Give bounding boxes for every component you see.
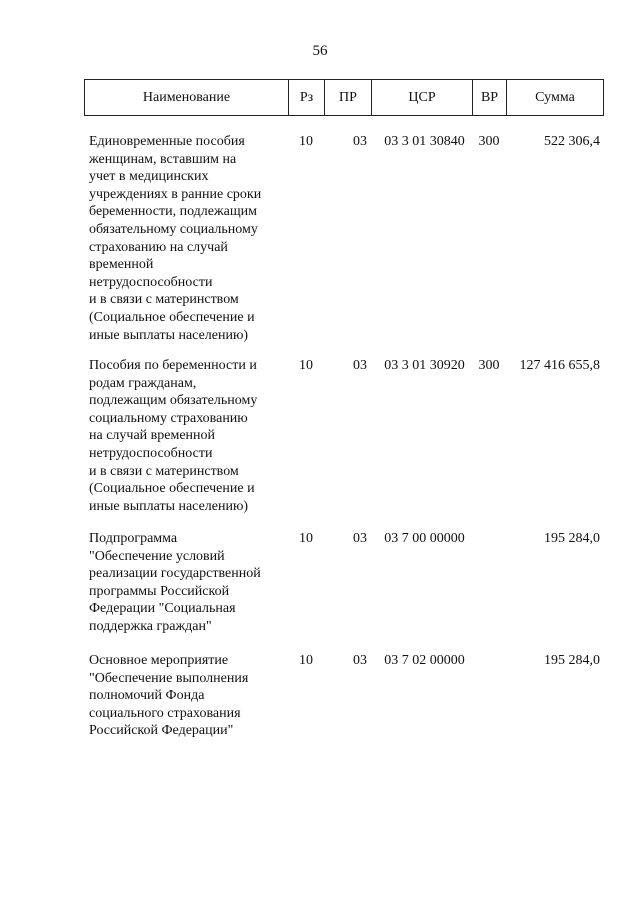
row-rz: 10 [299,134,313,149]
row-csr: 03 3 01 30840 [384,134,465,149]
header-rz: Рз [289,80,325,115]
table-header [84,79,604,116]
row-name [89,652,285,740]
row-name-line: и в связи с материнством [89,292,239,308]
row-name-line: "Обеспечение условий [89,548,225,564]
row-name-line: на случай временной [89,428,216,444]
row-name-line: учет в медицинских [89,169,209,185]
row-pr: 03 [353,358,367,373]
row-pr: 03 [353,653,367,668]
row-name [89,133,285,344]
row-name-line: учреждениях в ранние сроки [89,186,262,202]
row-pr: 03 [353,531,367,546]
row-name [89,530,285,636]
row-rz: 10 [299,653,313,668]
row-name-line: нетрудоспособности [89,445,213,461]
row-name-line: обязательному социальному [89,221,258,237]
row-csr: 03 7 02 00000 [384,653,465,668]
row-name-line: "Обеспечение выполнения [89,670,249,686]
row-sum: 195 284,0 [544,653,600,668]
header-csr: ЦСР [372,80,473,115]
row-pr: 03 [353,134,367,149]
row-name-line: Пособия по беременности и [89,358,257,373]
row-name-line: подлежащим обязательному [89,393,258,409]
row-name-line: иные выплаты населению) [89,327,249,343]
row-sum: 127 416 655,8 [519,358,600,373]
header-pr: ПР [325,80,372,115]
row-name [89,357,285,515]
row-name-line: Единовременные пособия [89,134,245,149]
row-name-line: женщинам, вставшим на [89,151,237,167]
row-name-line: реализации государственной [89,566,261,582]
header-name: Наименование [85,80,289,115]
row-name-line: социального страхования [89,705,241,721]
row-csr: 03 7 00 00000 [384,531,465,546]
row-sum: 522 306,4 [544,134,600,149]
row-sum: 195 284,0 [544,531,600,546]
row-name-line: социальному страхованию [89,410,248,426]
row-name-line: Основное мероприятие [89,653,229,668]
row-name-line: Федерации "Социальная [89,601,236,617]
row-name-line: беременности, подлежащим [89,204,258,220]
row-name-line: временной [89,257,154,273]
row-name-line: программы Российской [89,583,230,599]
header-sum: Сумма [535,89,575,105]
header-vr: ВР [473,80,507,115]
row-name-line: и в связи с материнством [89,463,239,479]
row-vr: 300 [478,134,500,149]
row-name-line: Российской Федерации" [89,723,234,739]
row-name-line: страхованию на случай [89,239,228,255]
row-name-line: (Социальное обеспечение и [89,481,255,497]
row-name-line: Подпрограмма [89,531,178,546]
row-rz: 10 [299,531,313,546]
row-name-line: родам гражданам, [89,375,197,391]
row-name-line: нетрудоспособности [89,274,213,290]
row-name-line: поддержка граждан" [89,618,212,634]
row-name-line: полномочий Фонда [89,688,205,704]
row-name-line: (Социальное обеспечение и [89,309,255,325]
row-rz: 10 [299,358,313,373]
page-number: 56 [312,43,328,59]
row-vr: 300 [478,358,500,373]
row-name-line: иные выплаты населению) [89,498,249,514]
row-csr: 03 3 01 30920 [384,358,465,373]
